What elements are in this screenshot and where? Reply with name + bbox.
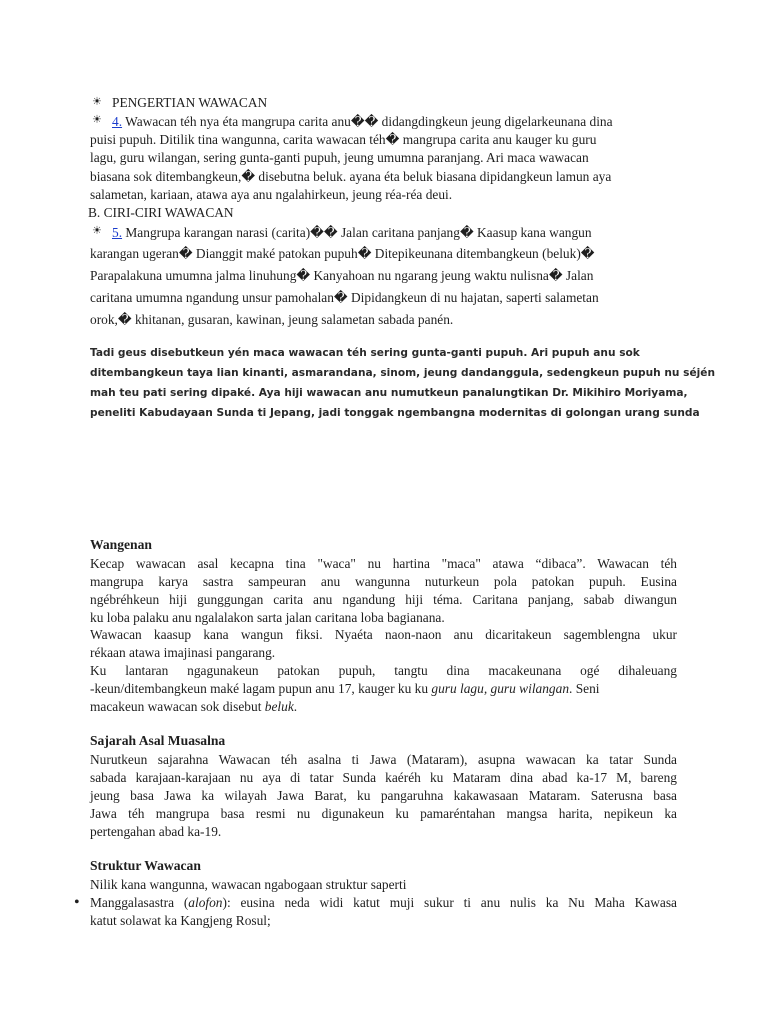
note-line: Tadi geus disebutkeun yén maca wawacan téh sering gunta-ganti pupuh. Ari pupuh anu sok bbox=[90, 347, 640, 359]
paragraph-line: Kecap wawacan asal kecapna tina "waca" nu hartina "maca" atawa “dibaca”. Wawacan téh bbox=[90, 556, 677, 571]
note-line: mah teu pati sering dipaké. Aya hiji wawacan anu numutkeun panalungtikan Dr. Mikihiro Moriyama, bbox=[90, 387, 688, 399]
paragraph-line: 4. Wawacan téh nya éta mangrupa carita anu�� didangdingkeun jeung digelarkeunana dina bbox=[112, 114, 613, 129]
paragraph-line: ku loba palaku anu ngalalakon sarta jalan caritana loba bagianana. bbox=[90, 610, 445, 625]
heading-wangenan: Wangenan bbox=[90, 537, 152, 552]
paragraph-line: Nilik kana wangunna, wawacan ngabogaan struktur saperti bbox=[90, 877, 407, 892]
section-title-pengertian: PENGERTIAN WAWACAN bbox=[112, 95, 268, 110]
paragraph-line: sabada karajaan-karajaan nu aya di tatar Sunda kaéréh ku Mataram dina abad ka-17 M, bareng bbox=[90, 770, 677, 785]
reference-link-4[interactable]: 4. bbox=[112, 114, 123, 129]
paragraph-line: ngébréhkeun hiji gunggungan carita anu ngandung hiji téma. Caritana panjang, sabab diwangun bbox=[90, 592, 677, 607]
paragraph-line: biasana sok ditembangkeun,� disebutna beluk. ayana éta beluk biasana dipidangkeun lamun aya bbox=[90, 169, 612, 184]
paragraph-line: puisi pupuh. Ditilik tina wangunna, carita wawacan téh� mangrupa carita anu kauger ku guru bbox=[90, 132, 597, 147]
paragraph-line: orok,� khitanan, gusaran, kawinan, jeung salametan sabada panén. bbox=[90, 312, 454, 327]
bullet-dot-icon: • bbox=[74, 894, 80, 911]
paragraph-line: salametan, kariaan, atawa aya anu ngalahirkeun, jeung réa-réa deui. bbox=[90, 187, 453, 202]
sun-bullet-icon: ☀ bbox=[92, 225, 102, 237]
sun-bullet-icon: ☀ bbox=[92, 114, 102, 126]
paragraph-line: caritana umumna ngandung unsur pamohalan� Dipidangkeun di nu hajatan, saperti salametan bbox=[90, 290, 599, 305]
paragraph-line: macakeun wawacan sok disebut beluk. bbox=[90, 699, 298, 714]
note-line: ditembangkeun taya lian kinanti, asmarandana, sinom, jeung dandanggula, sedengkeun pupuh nu séjén bbox=[90, 367, 715, 379]
paragraph-line: Jawa téh mangrupa basa resmi nu digunakeun ku pamaréntahan mangsa harita, nepikeun ka bbox=[90, 806, 677, 821]
paragraph-line: jeung basa Jawa ka wilayah Jawa Barat, ku pangaruhna kakawasaan Mataram. Saterusna basa bbox=[90, 788, 677, 803]
heading-sajarah: Sajarah Asal Muasalna bbox=[90, 733, 226, 748]
paragraph-line: -keun/ditembangkeun maké lagam pupun anu 17, kauger ku ku guru lagu, guru wilangan. Seni bbox=[90, 681, 600, 696]
heading-struktur: Struktur Wawacan bbox=[90, 858, 201, 873]
paragraph-line: karangan ugeran� Dianggit maké patokan pupuh� Ditepikeunana ditembangkeun (beluk)� bbox=[90, 246, 595, 261]
list-item: Manggalasastra (alofon): eusina neda widi katut muji sukur ti anu nulis ka Nu Maha Kawasa bbox=[90, 895, 677, 910]
paragraph-line: 5. Mangrupa karangan narasi (carita)�� Jalan caritana panjang� Kaasup kana wangun bbox=[112, 225, 592, 240]
sun-bullet-icon: ☀ bbox=[92, 96, 102, 108]
section-title-ciri: B. CIRI-CIRI WAWACAN bbox=[88, 205, 234, 220]
paragraph-line: mangrupa karya sastra sampeuran anu wangunna nuturkeun pola patokan pupuh. Eusina bbox=[90, 574, 677, 589]
paragraph-line: rékaan atawa imajinasi pangarang. bbox=[90, 645, 276, 660]
paragraph-line: Nurutkeun sajarahna Wawacan téh asalna ti Jawa (Mataram), asupna wawacan ka tatar Sunda bbox=[90, 752, 677, 767]
reference-link-5[interactable]: 5. bbox=[112, 225, 123, 240]
paragraph-line: Parapalakuna umumna jalma linuhung� Kanyahoan nu ngarang jeung waktu nulisna� Jalan bbox=[90, 268, 594, 283]
list-item-continuation: katut solawat ka Kangjeng Rosul; bbox=[90, 913, 271, 928]
paragraph-line: Wawacan kaasup kana wangun fiksi. Nyaéta naon-naon anu dicaritakeun sagemblengna ukur bbox=[90, 627, 677, 642]
paragraph-line: lagu, guru wilangan, sering gunta-ganti pupuh, jeung umumna paranjang. Ari maca wawacan bbox=[90, 150, 589, 165]
paragraph-line: pertengahan abad ka-19. bbox=[90, 824, 222, 839]
paragraph-line: Ku lantaran ngagunakeun patokan pupuh, tangtu dina macakeunana ogé dihaleuang bbox=[90, 663, 677, 678]
note-line: peneliti Kabudayaan Sunda ti Jepang, jadi tonggak ngembangna modernitas di golongan urang sunda bbox=[90, 407, 700, 419]
